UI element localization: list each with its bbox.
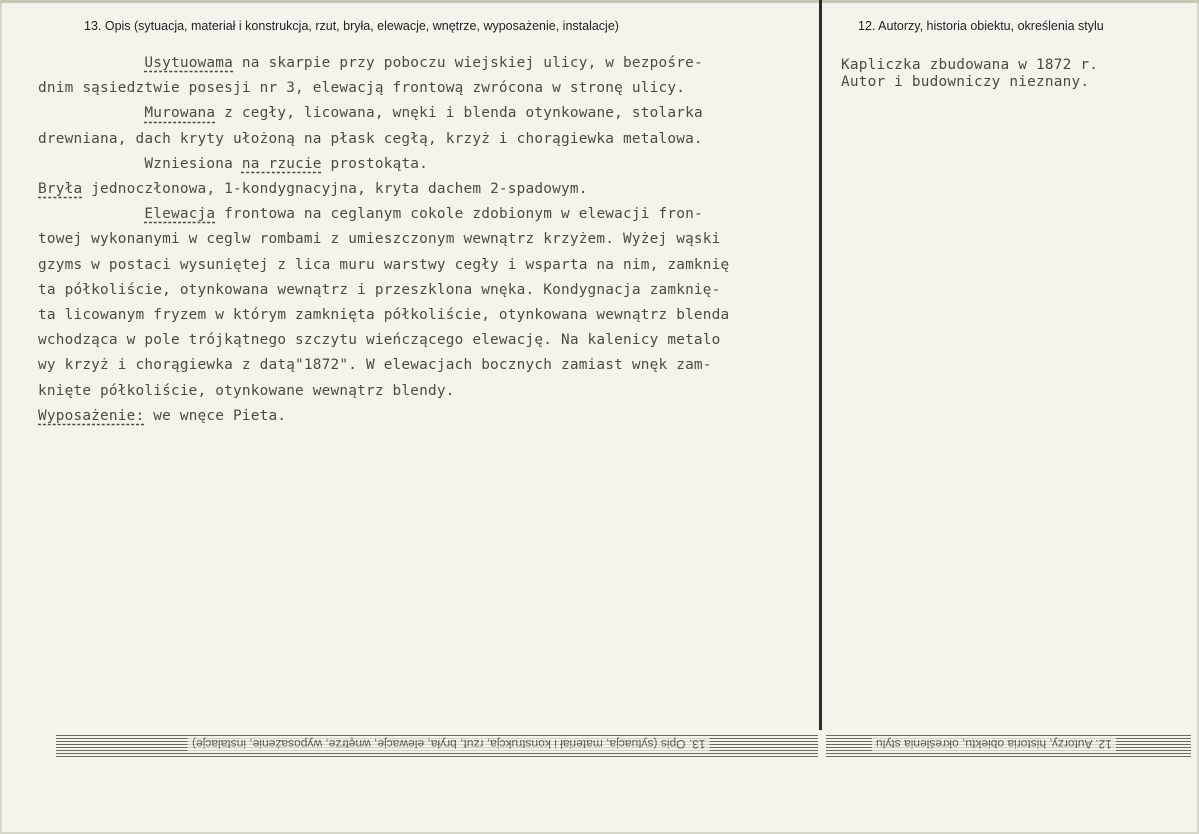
authors-line: Kapliczka zbudowana w 1872 r.	[841, 57, 1099, 73]
description-line: towej wykonanymi w ceglw rombami z umieszczonym wewnątrz krzyżem. Wyżej wąski	[38, 231, 721, 248]
description-line: knięte półkoliście, otynkowane wewnątrz blendy.	[38, 382, 455, 399]
line-text: z cegły, licowana, wnęki i blenda otynkowane, stolarka	[215, 105, 703, 122]
line-text: na skarpie przy poboczu wiejskiej ulicy, w bezpośre-	[233, 55, 703, 71]
line-text: frontowa na ceglanym cokole zdobionym w elewacji fron-	[215, 206, 703, 223]
description-text	[38, 51, 729, 429]
section-12-header: 12. Autorzy, historia obiektu, określenia stylu	[858, 19, 1104, 33]
mirrored-section-12-header: 12. Autorzy, historia obiektu, określenia stylu	[872, 737, 1116, 751]
description-line: wy krzyż i chorągiewka z datą"1872". W elewacjach bocznych zamiast wnęk zam-	[38, 357, 712, 374]
description-line: dnim sąsiedztwie posesji nr 3, elewacją frontową zwrócona w stronę ulicy.	[38, 80, 686, 97]
underlined-term: Murowana	[144, 105, 216, 122]
authors-text	[841, 57, 1098, 91]
top-edge	[0, 0, 1199, 3]
line-text: jednoczłonowa, 1-kondygnacyjna, kryta dachem 2-spadowym.	[82, 181, 588, 198]
description-line: ta licowanym fryzem w którym zamknięta półkoliście, otynkowana wewnątrz blenda	[38, 307, 730, 324]
line-text: Wzniesiona	[144, 155, 242, 172]
description-line	[38, 408, 286, 424]
description-line: drewniana, dach kryty ułożoną na płask cegłą, krzyż i chorągiewka metalowa.	[38, 130, 703, 147]
description-line	[38, 105, 703, 121]
line-text: we wnęce Pieta.	[144, 407, 287, 424]
underlined-term: Elewacja	[144, 206, 216, 223]
column-divider	[819, 0, 822, 760]
section-13-header: 13. Opis (sytuacja, materiał i konstrukcja, rzut, bryła, elewacje, wnętrze, wyposażenie, instalacje)	[84, 19, 619, 33]
underlined-term: Usytuowama	[144, 55, 234, 71]
description-line	[38, 156, 428, 172]
description-line: ta półkoliście, otynkowana wewnątrz i przeszklona wnęka. Kondygnacja zamknię-	[38, 281, 721, 298]
line-text: prostokąta.	[321, 155, 429, 172]
description-line: wchodząca w pole trójkątnego szczytu wieńczącego elewację. Na kalenicy metalo	[38, 332, 721, 349]
description-line: gzyms w postaci wysuniętej z lica muru warstwy cegły i wsparta na nim, zamknię	[38, 256, 730, 273]
description-line	[38, 181, 588, 197]
underlined-term: na rzucie	[241, 155, 322, 172]
description-line	[38, 55, 703, 71]
stripe-gap	[818, 730, 826, 762]
authors-line: Autor i budowniczy nieznany.	[841, 74, 1090, 90]
mirrored-section-13-header: 13. Opis (sytuacja, materiał i konstrukcja, rzut, bryła, elewacje, wnętrze, wyposażenie, instalacje)	[188, 737, 710, 751]
underlined-term: Wyposażenie:	[38, 407, 145, 424]
underlined-term: Bryła	[38, 181, 83, 198]
description-line	[38, 206, 703, 222]
